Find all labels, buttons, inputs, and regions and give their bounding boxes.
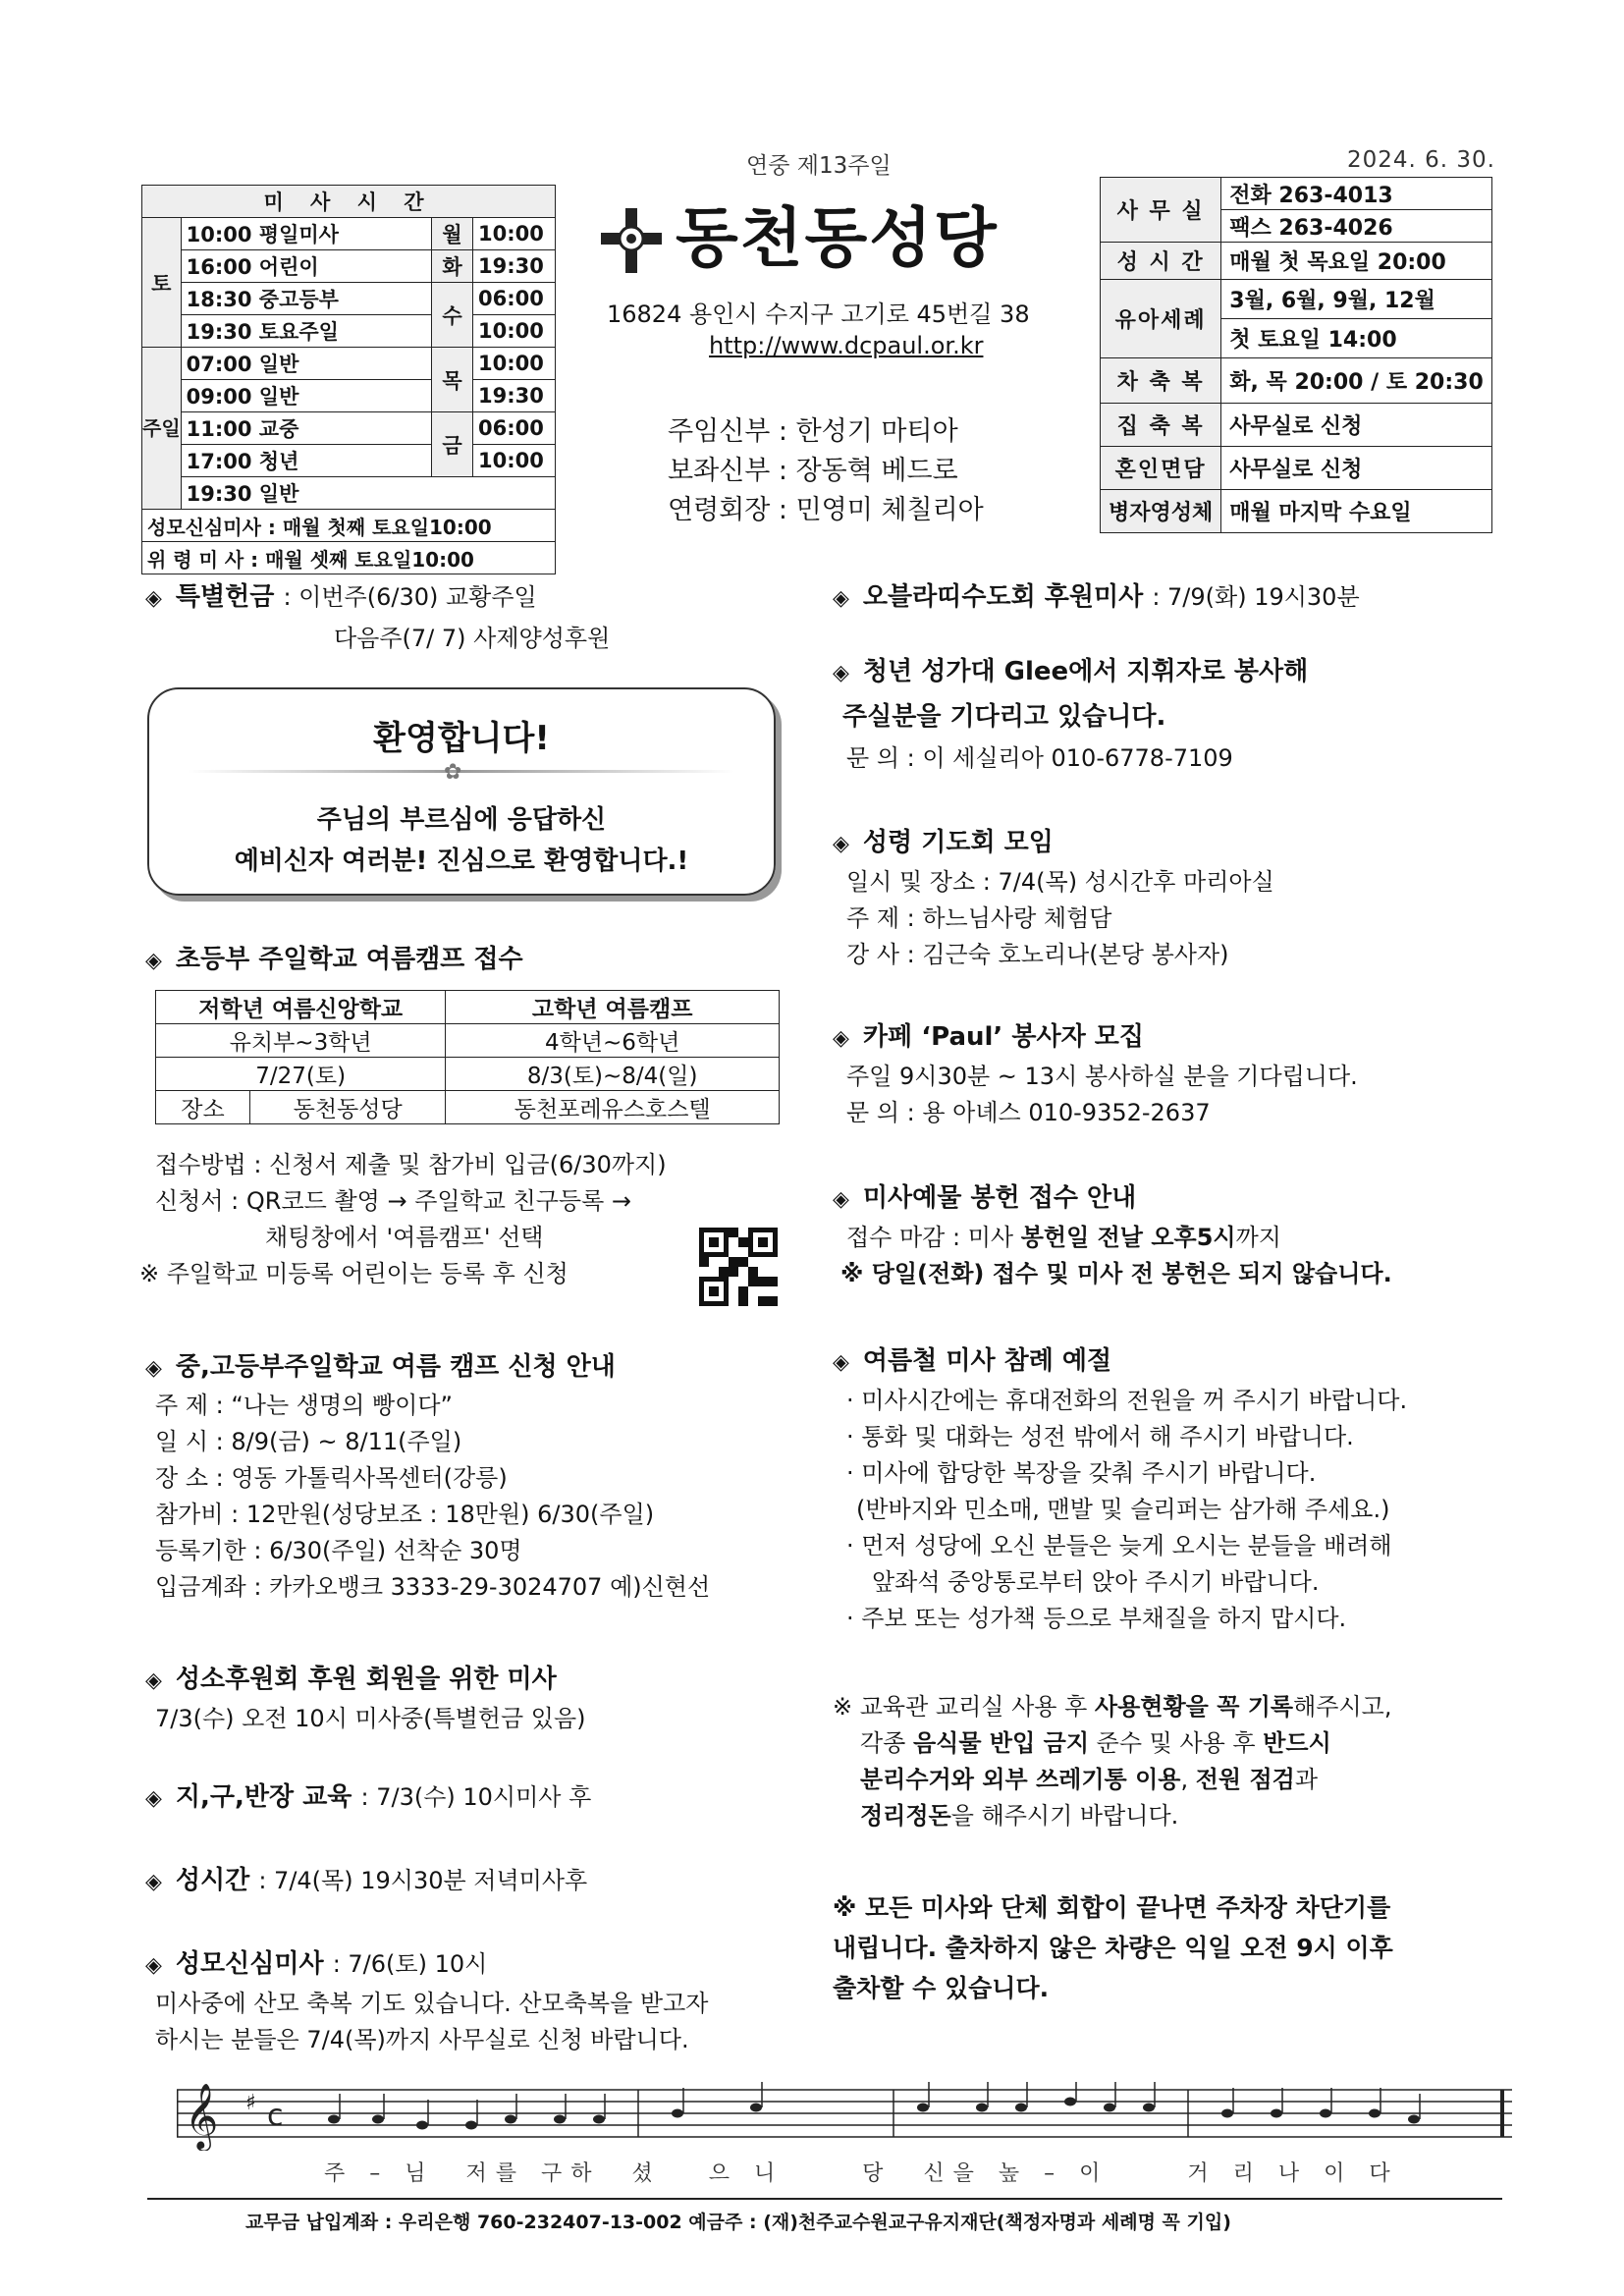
mass-offering-title: ◈ 미사예물 봉헌 접수 안내 bbox=[833, 1183, 1137, 1213]
education-room-line: 각종 음식물 반입 금지 준수 및 사용 후 반드시 bbox=[860, 1729, 1331, 1757]
prayer-meeting-line: 주 제 : 하느님사랑 체험담 bbox=[846, 904, 1112, 932]
education-room-line: 분리수거와 외부 쓰레기통 이용, 전원 점검과 bbox=[860, 1766, 1319, 1793]
day-wed: 수 bbox=[432, 283, 473, 348]
parking-line: ※ 모든 미사와 단체 회합이 끝나면 주차장 차단기를 bbox=[833, 1893, 1391, 1922]
weekday-time: 10:00 bbox=[473, 445, 556, 477]
church-website-link[interactable]: http://www.dcpaul.or.kr bbox=[709, 332, 984, 359]
church-address: 16824 용인시 수지구 고기로 45번길 38 bbox=[607, 301, 1030, 328]
mass-offering-warning: ※ 당일(전화) 접수 및 미사 전 봉헌은 되지 않습니다. bbox=[840, 1260, 1392, 1287]
day-thu: 목 bbox=[432, 348, 473, 412]
day-fri: 금 bbox=[432, 412, 473, 477]
office-phone: 전화 263-4013 bbox=[1221, 178, 1492, 210]
svg-text:𝄞: 𝄞 bbox=[185, 2082, 219, 2149]
camp-line: ※ 주일학교 미등록 어린이는 등록 후 신청 bbox=[139, 1260, 568, 1287]
footer-account: 교무금 납입계좌 : 우리은행 760-232407-13-002 예금주 : (재)천주교수원교구유지재단(책정자명과 세례명 꼭 기입) bbox=[245, 2212, 1231, 2233]
camp-head-lower: 저학년 여름신앙학교 bbox=[156, 991, 446, 1024]
weekday-time: 10:00 bbox=[473, 218, 556, 250]
day-tue: 화 bbox=[432, 250, 473, 283]
qr-code-icon[interactable] bbox=[699, 1228, 778, 1306]
cafe-line: 문 의 : 용 아녜스 010-9352-2637 bbox=[846, 1099, 1211, 1126]
marian-mass-title: ◈ 성모신심미사 : 7/6(토) 10시 bbox=[145, 1949, 488, 1979]
etiquette-line: · 주보 또는 성가책 등으로 부채질을 하지 맙시다. bbox=[846, 1605, 1347, 1632]
vocation-mass-note: 7/3(수) 오전 10시 미사중(특별헌금 있음) bbox=[155, 1705, 586, 1732]
office-key: 사 무 실 bbox=[1101, 178, 1221, 243]
sunday-label: 주일 bbox=[142, 348, 182, 510]
prayer-meeting-title: ◈ 성령 기도회 모임 bbox=[833, 828, 1054, 857]
welcome-title: 환영합니다! bbox=[373, 719, 550, 758]
welcome-box bbox=[147, 687, 776, 896]
weekend-mass: 19:30 일반 bbox=[181, 477, 555, 510]
office-info-table bbox=[1100, 177, 1492, 533]
office-value: 사무실로 신청 bbox=[1221, 404, 1492, 447]
weekend-mass: 18:30 중고등부 bbox=[181, 283, 431, 315]
office-key: 혼인면담 bbox=[1101, 447, 1221, 490]
office-key: 집 축 복 bbox=[1101, 404, 1221, 447]
bulletin-date: 2024. 6. 30. bbox=[1347, 147, 1495, 173]
weekday-time: 10:00 bbox=[473, 348, 556, 380]
cafe-title: ◈ 카페 ‘Paul’ 봉사자 모집 bbox=[833, 1022, 1144, 1052]
svg-text:♯: ♯ bbox=[245, 2091, 256, 2115]
office-value: 첫 토요일 14:00 bbox=[1221, 319, 1492, 358]
camp-line: 신청서 : QR코드 촬영 → 주일학교 친구등록 → bbox=[155, 1187, 632, 1215]
church-name: 동천동성당 bbox=[676, 200, 999, 276]
vocation-mass-title: ◈ 성소후원회 후원 회원을 위한 미사 bbox=[145, 1665, 557, 1694]
camp-cell: 7/27(토) bbox=[156, 1058, 446, 1091]
welcome-line-1: 주님의 부르심에 응답하신 bbox=[316, 805, 607, 835]
office-value: 매월 첫 목요일 20:00 bbox=[1221, 243, 1492, 280]
welcome-line-2: 예비신자 여러분! 진심으로 환영합니다.! bbox=[234, 847, 689, 876]
holy-hour-title: ◈ 성시간 : 7/4(목) 19시30분 저녁미사후 bbox=[145, 1866, 588, 1895]
marian-mass-line: 미사중에 산모 축복 기도 있습니다. 산모축복을 받고자 bbox=[155, 1990, 709, 2017]
etiquette-line: · 미사에 합당한 복장을 갖춰 주시기 바랍니다. bbox=[846, 1459, 1317, 1487]
office-value: 3월, 6월, 9월, 12월 bbox=[1221, 280, 1492, 319]
parking-line: 내립니다. 출차하지 않은 차량은 익일 오전 9시 이후 bbox=[833, 1934, 1393, 1962]
clergy-list bbox=[668, 412, 984, 530]
camp-line: 채팅창에서 '여름캠프' 선택 bbox=[265, 1224, 544, 1251]
choir-contact: 문 의 : 이 세실리아 010-6778-7109 bbox=[846, 744, 1233, 772]
education-room-line: ※ 교육관 교리실 사용 후 사용현황을 꼭 기록해주시고, bbox=[833, 1693, 1392, 1721]
special-offering-next: 다음주(7/ 7) 사제양성후원 bbox=[334, 625, 611, 652]
office-value: 화, 목 20:00 / 토 20:30 bbox=[1221, 358, 1492, 404]
mass-times-title: 미 사 시 간 bbox=[142, 186, 556, 218]
music-staff bbox=[177, 2082, 1512, 2151]
mass-offering-deadline: 접수 마감 : 미사 봉헌일 전날 오후5시까지 bbox=[846, 1224, 1281, 1251]
etiquette-line: · 통화 및 대화는 성전 밖에서 해 주시기 바랍니다. bbox=[846, 1423, 1354, 1450]
weekend-mass: 17:00 청년 bbox=[181, 445, 431, 477]
youth-camp-line: 일 시 : 8/9(금) ~ 8/11(주일) bbox=[155, 1428, 462, 1455]
district-education-title: ◈ 지,구,반장 교육 : 7/3(수) 10시미사 후 bbox=[145, 1782, 592, 1812]
clergy-name: : 민영미 체칠리아 bbox=[778, 495, 984, 525]
day-mon: 월 bbox=[432, 218, 473, 250]
office-key: 유아세례 bbox=[1101, 280, 1221, 358]
liturgical-season: 연중 제13주일 bbox=[746, 153, 892, 179]
hymn-lyrics: 주 – 님 저를 구하 셨 으 니 당 신을 높 – 이 거 리 나 이 다 bbox=[324, 2161, 1399, 2186]
parking-line: 출차할 수 있습니다. bbox=[833, 1974, 1050, 2002]
office-key: 성 시 간 bbox=[1101, 243, 1221, 280]
office-value: 사무실로 신청 bbox=[1221, 447, 1492, 490]
camp-title: ◈ 초등부 주일학교 여름캠프 접수 bbox=[145, 945, 523, 974]
etiquette-line: 앞좌석 중앙통로부터 앉아 주시기 바랍니다. bbox=[872, 1568, 1320, 1596]
camp-cell: 유치부~3학년 bbox=[156, 1024, 446, 1058]
oblate-mass-title: ◈ 오블라띠수도회 후원미사 : 7/9(화) 19시30분 bbox=[833, 582, 1360, 612]
youth-camp-line: 장 소 : 영동 가톨릭사목센터(강릉) bbox=[155, 1464, 508, 1492]
etiquette-title: ◈ 여름철 미사 참례 예절 bbox=[833, 1346, 1112, 1376]
flower-icon: ✿ bbox=[444, 760, 462, 785]
marian-mass-note: 성모신심미사 : 매월 첫째 토요일10:00 bbox=[142, 510, 556, 542]
weekday-time: 19:30 bbox=[473, 250, 556, 283]
requiem-mass-note: 위 령 미 사 : 매월 셋째 토요일10:00 bbox=[142, 542, 556, 574]
camp-cell: 동천동성당 bbox=[250, 1091, 446, 1124]
special-offering-title: ◈ 특별헌금 : 이번주(6/30) 교황주일 bbox=[145, 582, 537, 612]
camp-line: 접수방법 : 신청서 제출 및 참가비 입금(6/30까지) bbox=[155, 1151, 667, 1178]
clergy-role: 보좌신부 bbox=[668, 456, 771, 486]
camp-cell: 동천포레유스호스텔 bbox=[446, 1091, 780, 1124]
office-value: 매월 마지막 수요일 bbox=[1221, 490, 1492, 533]
weekend-mass: 07:00 일반 bbox=[181, 348, 431, 380]
youth-camp-line: 참가비 : 12만원(성당보조 : 18만원) 6/30(주일) bbox=[155, 1501, 655, 1528]
etiquette-line: (반바지와 민소매, 맨발 및 슬리퍼는 삼가해 주세요.) bbox=[856, 1496, 1390, 1523]
office-key: 병자영성체 bbox=[1101, 490, 1221, 533]
office-fax: 팩스 263-4026 bbox=[1221, 210, 1492, 243]
camp-table bbox=[155, 990, 780, 1124]
choir-title: ◈ 청년 성가대 Glee에서 지휘자로 봉사해 bbox=[833, 657, 1309, 686]
weekday-time: 19:30 bbox=[473, 380, 556, 412]
etiquette-line: · 먼저 성당에 오신 분들은 늦게 오시는 분들을 배려해 bbox=[846, 1532, 1392, 1559]
camp-cell: 8/3(토)~8/4(일) bbox=[446, 1058, 780, 1091]
youth-camp-title: ◈ 중,고등부주일학교 여름 캠프 신청 안내 bbox=[145, 1352, 616, 1382]
education-room-line: 정리정돈을 해주시기 바랍니다. bbox=[860, 1802, 1179, 1830]
prayer-meeting-line: 일시 및 장소 : 7/4(목) 성시간후 마리아실 bbox=[846, 868, 1274, 896]
saturday-label: 토 bbox=[142, 218, 182, 348]
svg-text:c: c bbox=[267, 2099, 284, 2133]
office-key: 차 축 복 bbox=[1101, 358, 1221, 404]
cafe-line: 주일 9시30분 ~ 13시 봉사하실 분을 기다립니다. bbox=[846, 1063, 1358, 1090]
weekend-mass: 16:00 어린이 bbox=[181, 250, 431, 283]
weekend-mass: 19:30 토요주일 bbox=[181, 315, 431, 348]
weekend-mass: 10:00 평일미사 bbox=[181, 218, 431, 250]
camp-cell: 장소 bbox=[156, 1091, 250, 1124]
weekday-time: 06:00 bbox=[473, 283, 556, 315]
camp-head-upper: 고학년 여름캠프 bbox=[446, 991, 780, 1024]
weekend-mass: 11:00 교중 bbox=[181, 412, 431, 445]
clergy-role: 연령회장 bbox=[668, 495, 771, 525]
weekday-time: 10:00 bbox=[473, 315, 556, 348]
weekday-time: 06:00 bbox=[473, 412, 556, 445]
camp-cell: 4학년~6학년 bbox=[446, 1024, 780, 1058]
etiquette-line: · 미사시간에는 휴대전화의 전원을 꺼 주시기 바랍니다. bbox=[846, 1387, 1408, 1414]
footer-divider bbox=[147, 2198, 1502, 2200]
cross-logo-icon bbox=[597, 206, 666, 275]
youth-camp-line: 등록기한 : 6/30(주일) 선착순 30명 bbox=[155, 1537, 522, 1564]
clergy-name: : 장동혁 베드로 bbox=[778, 456, 958, 486]
clergy-name: : 한성기 마티아 bbox=[778, 416, 958, 447]
weekend-mass: 09:00 일반 bbox=[181, 380, 431, 412]
youth-camp-line: 주 제 : “나는 생명의 빵이다” bbox=[155, 1392, 453, 1419]
prayer-meeting-line: 강 사 : 김근숙 호노리나(본당 봉사자) bbox=[846, 941, 1229, 968]
clergy-role: 주임신부 bbox=[668, 416, 771, 447]
marian-mass-line: 하시는 분들은 7/4(목)까지 사무실로 신청 바랍니다. bbox=[155, 2026, 689, 2053]
choir-title-cont: 주실분을 기다리고 있습니다. bbox=[842, 702, 1166, 732]
youth-camp-line: 입금계좌 : 카카오뱅크 3333-29-3024707 예)신현선 bbox=[155, 1573, 711, 1601]
mass-times-table bbox=[141, 185, 556, 574]
